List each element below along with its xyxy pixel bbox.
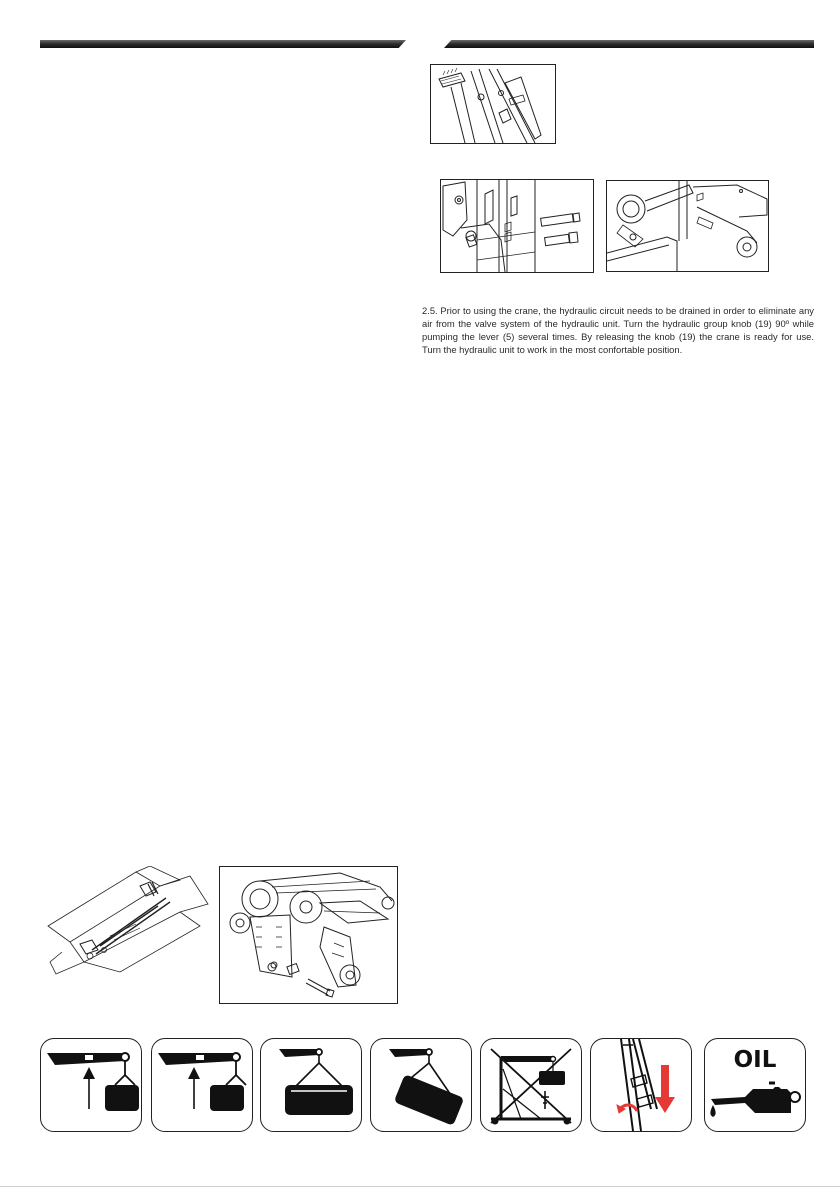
no-modification-icon [480,1038,582,1132]
page-bottom-rule [0,1186,840,1187]
wheel-assembly-figure [606,180,769,272]
right-section-header-bar [444,40,814,48]
lift-point-icon [40,1038,142,1132]
crane-in-box-figure [40,866,210,978]
balanced-load-icon [260,1038,362,1132]
frame-bolts-figure [440,179,594,273]
oil-icon [704,1038,806,1132]
oil-label: OIL [733,1047,777,1073]
boom-lever-detail-figure [430,64,556,144]
tilted-load-icon [370,1038,472,1132]
left-section-header-bar [40,40,406,48]
crane-base-parts-figure [219,866,398,1004]
lower-release-icon [590,1038,692,1132]
lift-point-icon [151,1038,253,1132]
section-2-5-text: 2.5. Prior to using the crane, the hydraulic circuit needs to be drained in order to eliminate any air from the valve system of the hydraulic unit. Turn the hydraulic group knob (19) 90º while pumping the lever (5) several times. By releasing the knob (19) the crane is ready for use. Turn the hydraulic unit to work in the most confortable position. [422,305,814,355]
